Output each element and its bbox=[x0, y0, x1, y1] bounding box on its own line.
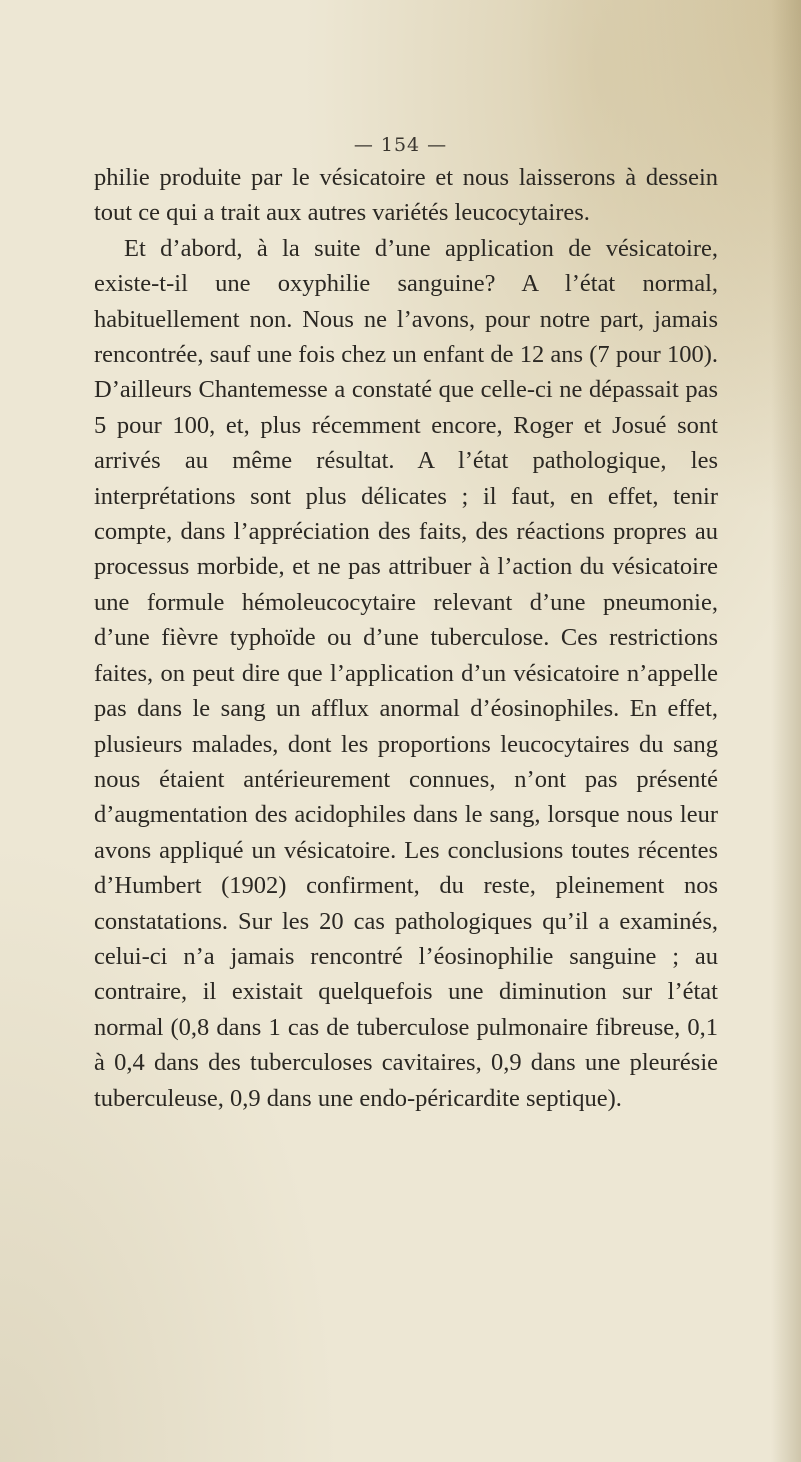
body-text bbox=[94, 160, 718, 1116]
page-number: — 154 — bbox=[353, 134, 448, 156]
page-edge-shadow bbox=[771, 0, 801, 1462]
paragraph-oxyphilie: Et d’abord, à la suite d’une application de vésicatoire, existe-t-il une oxyphilie sanguine? A l’état normal, habituellement non. Nous ne l’avons, pour notre part, jamais rencontrée, sauf une fois chez un enfant de 12 ans (7 pour 100). D’ailleurs Chantemesse a constaté que celle-ci ne dépassait pas 5 pour 100, et, plus récemment encore, Roger et Josué sont arrivés au même résultat. A l’état pathologique, les interprétations sont plus délicates ; il faut, en effet, tenir compte, dans l’appréciation des faits, des réactions propres au processus morbide, et ne pas attribuer à l’action du vésicatoire une formule hémoleucocytaire relevant d’une pneumonie, d’une fièvre typhoïde ou d’une tuberculose. Ces restrictions faites, on peut dire que l’application d’un vésicatoire n’appelle pas dans le sang un afflux anormal d’éosinophiles. En effet, plusieurs malades, dont les proportions leucocytaires du sang nous étaient antérieurement connues, n’ont pas présenté d’augmentation des acidophiles dans le sang, lorsque nous leur avons appliqué un vésicatoire. Les conclusions toutes récentes d’Humbert (1902) confirment, du reste, pleinement nos constatations. Sur les 20 cas pathologiques qu’il a examinés, celui-ci n’a jamais rencontré l’éosinophilie sanguine ; au contraire, il existait quelquefois une diminution sur l’état normal (0,8 dans 1 cas de tuberculose pulmonaire fibreuse, 0,1 à 0,4 dans des tuberculoses cavitaires, 0,9 dans une pleurésie tuberculeuse, 0,9 dans une endo-péricardite septique). bbox=[94, 234, 718, 1112]
paragraph-continuation: philie produite par le vésicatoire et nous laisserons à dessein tout ce qui a trait aux autres variétés leucocytaires. bbox=[94, 164, 718, 227]
